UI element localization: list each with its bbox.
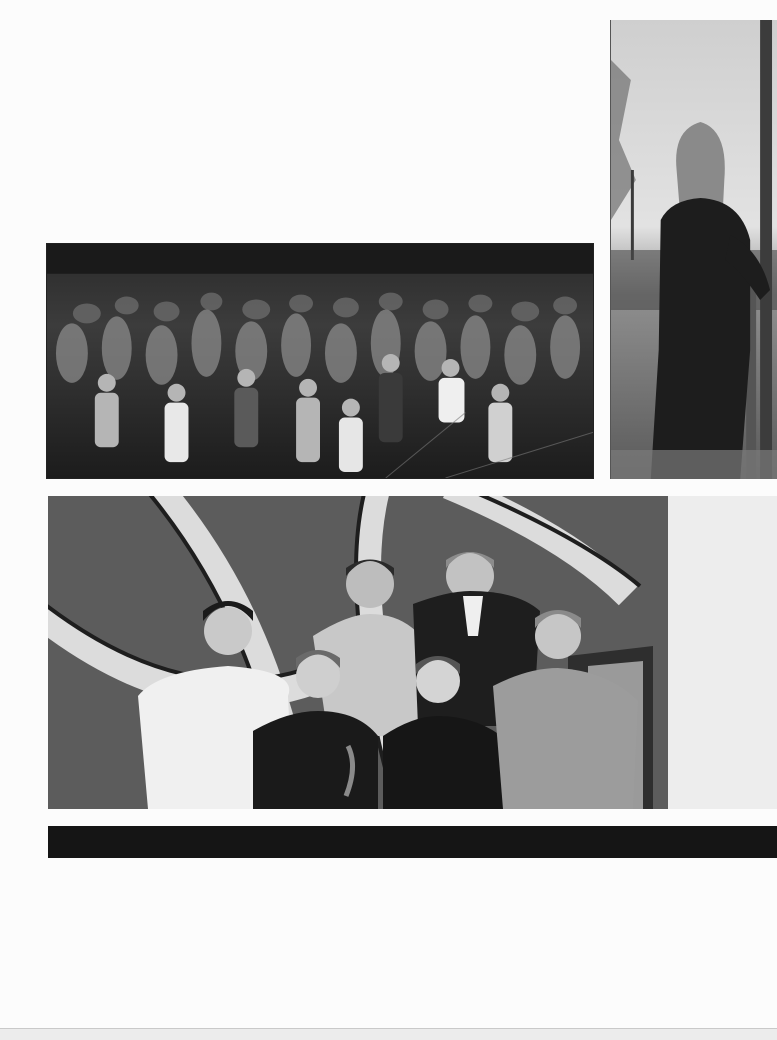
student-council-group-photo: [48, 496, 777, 809]
page-bottom-edge: [0, 1028, 777, 1040]
student-by-pole-photo: [610, 20, 777, 479]
dance-crowd-photo: [46, 243, 594, 479]
leaders-banner: [48, 826, 777, 858]
